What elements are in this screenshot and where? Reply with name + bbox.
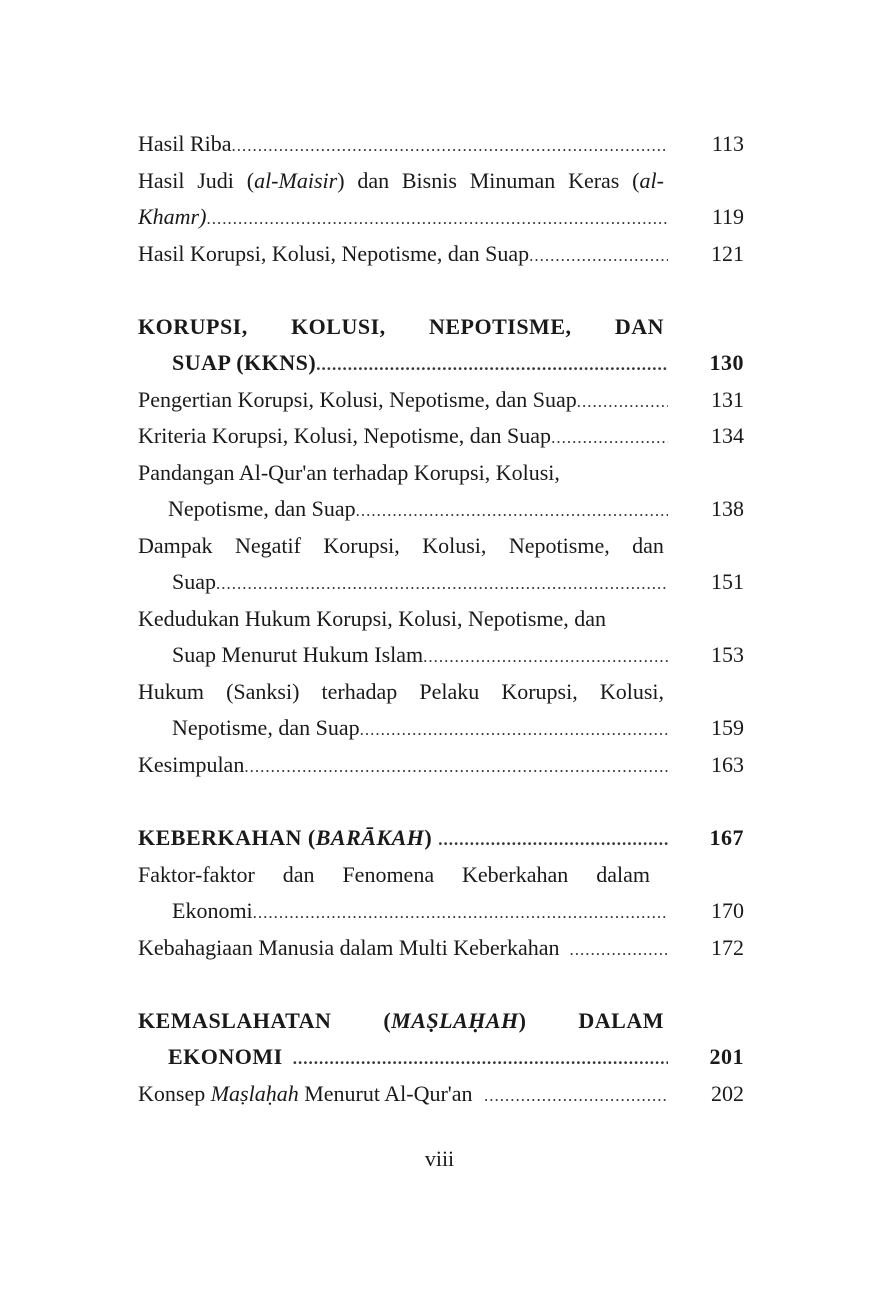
toc-page-number: 163 (711, 752, 744, 777)
toc-chapter-heading: KEMASLAHATAN (MAṢLAḤAH) DALAM (138, 1008, 664, 1033)
toc-entry (138, 239, 744, 269)
toc-entry-cont: Nepotisme, dan Suap ..... 138 (138, 494, 744, 524)
toc-entry (138, 129, 744, 159)
toc-entry: Konsep Maṣlaḥah Menurut Al-Qur'an ..... 202 (138, 1079, 744, 1109)
toc-entry: Kriteria Korupsi, Kolusi, Nepotisme, dan Suap ..... 134 (138, 421, 744, 451)
toc-page-number: 201 (709, 1044, 744, 1069)
toc-page-number: 113 (711, 131, 744, 156)
toc-entry-cont: Suap Menurut Hukum Islam ..... 153 (138, 640, 744, 670)
toc-entry-title: Hasil Korupsi, Kolusi, Nepotisme, dan Suap (138, 241, 530, 266)
toc-page-number: 121 (711, 241, 744, 266)
toc-entry-cont: Suap ..... 151 (138, 567, 744, 597)
toc-chapter-heading: KORUPSI, KOLUSI, NEPOTISME, DAN (138, 314, 664, 339)
toc-entry: Pengertian Korupsi, Kolusi, Nepotisme, dan Suap ..... 131 (138, 385, 744, 415)
toc-entry-cont: Ekonomi ..... 170 (138, 896, 744, 926)
toc-page-number: 131 (711, 387, 744, 412)
toc-page-number: 151 (711, 569, 744, 594)
toc-entry-title-line2: Khamr) (138, 204, 207, 229)
toc-page-number: 167 (709, 825, 744, 850)
toc-entry: Kebahagiaan Manusia dalam Multi Keberkahan ..... 172 (138, 933, 744, 963)
toc-entry: Hukum (Sanksi) terhadap Pelaku Korupsi, Kolusi, (138, 679, 664, 704)
toc-page-number: 138 (711, 496, 744, 521)
toc-chapter-heading-cont: EKONOMI ..... 201 (138, 1042, 744, 1072)
toc-page-number: 119 (711, 204, 744, 229)
toc-entry-cont: Nepotisme, dan Suap ..... 159 (138, 713, 744, 743)
toc-entry-title: Hasil Riba (138, 131, 232, 156)
toc-entry-cont (138, 202, 744, 232)
toc-page-number: 170 (711, 898, 744, 923)
toc-chapter-heading: KEBERKAHAN (BARĀKAH) ..... 167 (138, 823, 744, 853)
toc-page-number: 130 (709, 350, 744, 375)
toc-entry: Kesimpulan ..... 163 (138, 750, 744, 780)
toc-page-number: 172 (711, 935, 744, 960)
toc-chapter-heading-cont: SUAP (KKNS) ..... 130 (138, 348, 744, 378)
toc-entry-title-line1: Hasil Judi (al-Maisir) dan Bisnis Minuman Keras (al- (138, 168, 664, 193)
toc-entry: Faktor-faktor dan Fenomena Keberkahan dalam (138, 862, 650, 887)
page-number: viii (424, 1146, 455, 1171)
toc-entry: Dampak Negatif Korupsi, Kolusi, Nepotisme, dan (138, 533, 664, 558)
toc-page-number: 153 (711, 642, 744, 667)
toc-page-number: 134 (711, 423, 744, 448)
toc-page-number: 202 (711, 1081, 744, 1106)
toc-entry (138, 166, 744, 196)
toc-entry: Pandangan Al-Qur'an terhadap Korupsi, Kolusi, (138, 460, 560, 485)
toc-page-number: 159 (711, 715, 744, 740)
toc-entry: Kedudukan Hukum Korupsi, Kolusi, Nepotisme, dan (138, 606, 607, 631)
